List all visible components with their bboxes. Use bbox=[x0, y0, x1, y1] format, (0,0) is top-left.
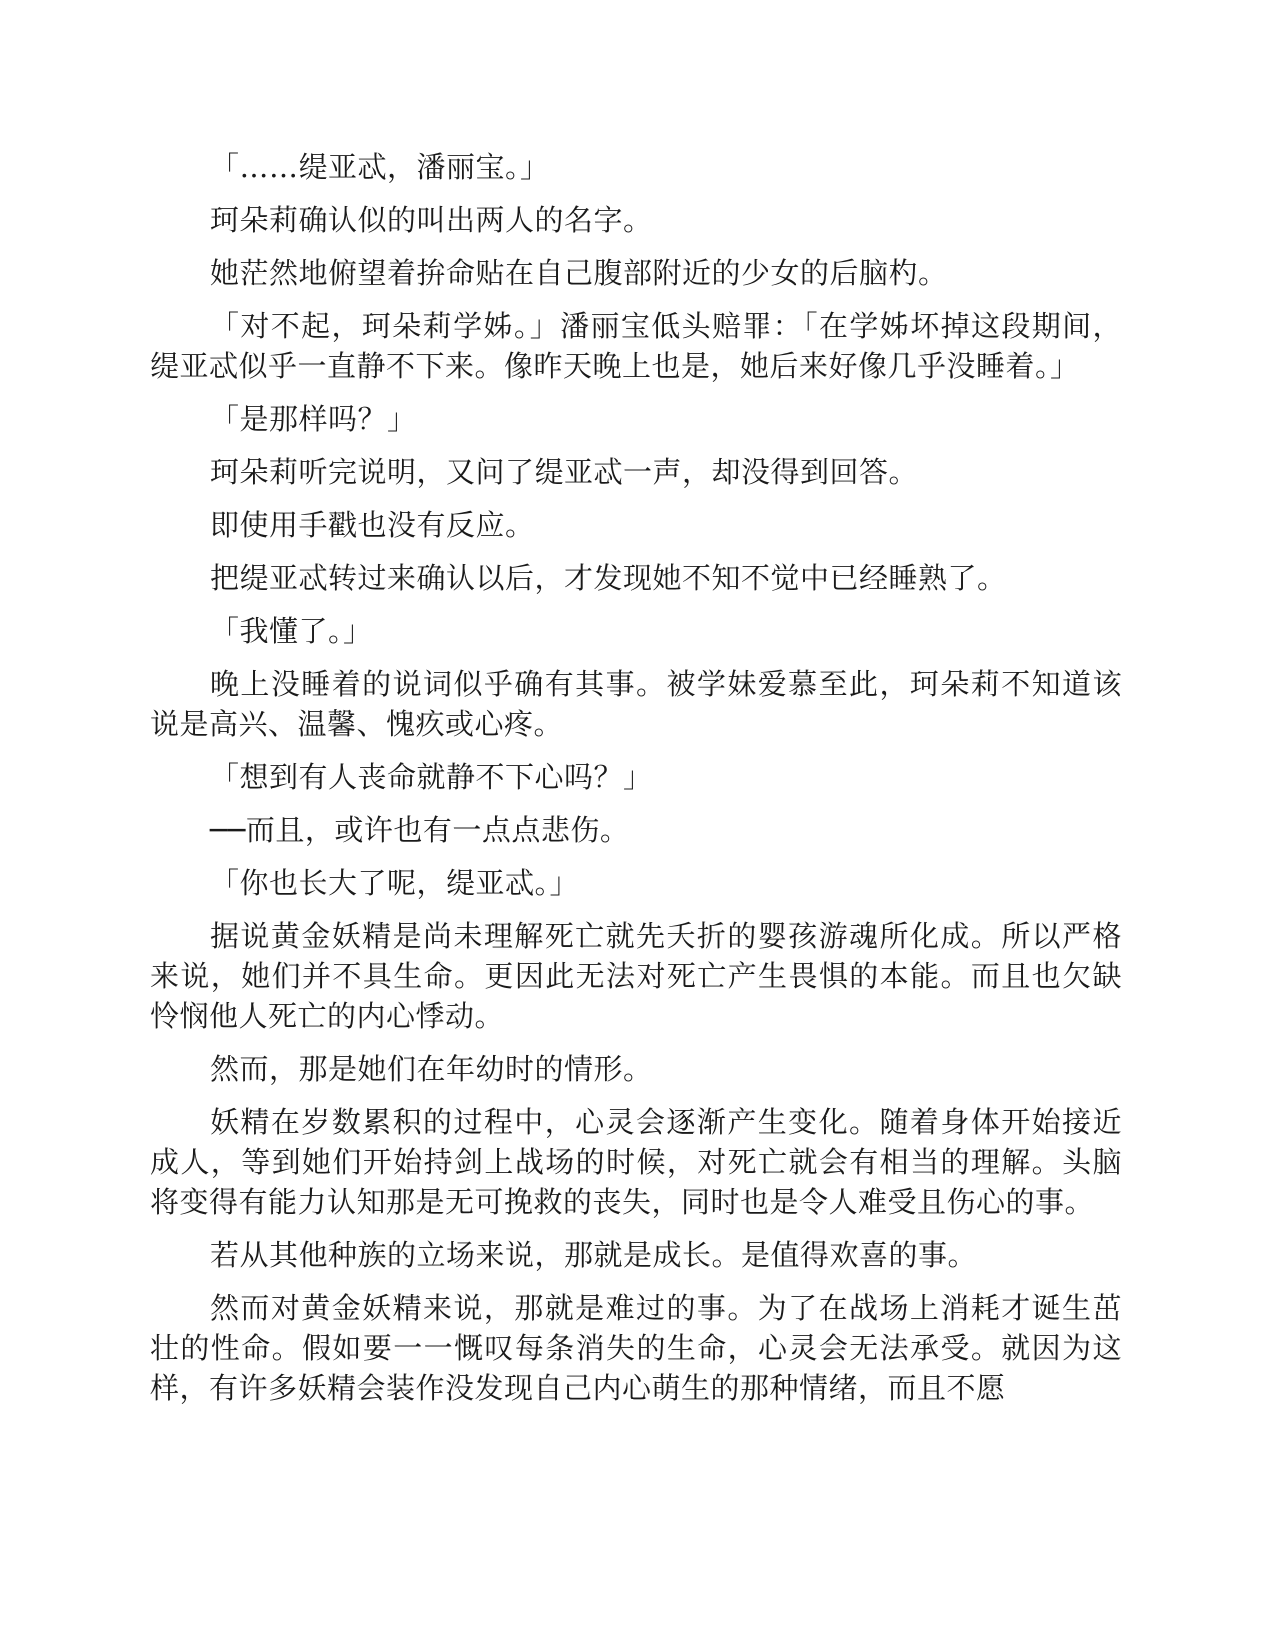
paragraph: 把缇亚忒转过来确认以后，才发现她不知不觉中已经睡熟了。 bbox=[210, 561, 1007, 595]
paragraph: 妖精在岁数累积的过程中，心灵会逐渐产生变化。随着身体开始接近成人，等到她们开始持剑上战场的时候，对死亡就会有相当的理解。头脑将变得有能力认知那是无可挽救的丧失，同时也是令人难受且伤心的事。 bbox=[150, 1105, 1122, 1219]
paragraph: 「……缇亚忒，潘丽宝。」 bbox=[210, 150, 550, 184]
paragraph: 「对不起，珂朵莉学姊。」潘丽宝低头赔罪：「在学姊坏掉这段期间，缇亚忒似乎一直静不下来。像昨天晚上也是，她后来好像几乎没睡着。」 bbox=[150, 309, 1122, 383]
body-text bbox=[150, 147, 1122, 1421]
paragraph: 「是那样吗？」 bbox=[210, 402, 417, 436]
paragraph: 「想到有人丧命就静不下心吗？」 bbox=[210, 760, 653, 794]
paragraph: 「你也长大了呢，缇亚忒。」 bbox=[210, 866, 580, 900]
paragraph: 她茫然地俯望着拚命贴在自己腹部附近的少女的后脑杓。 bbox=[210, 256, 948, 290]
paragraph: ──而且，或许也有一点点悲伤。 bbox=[210, 813, 630, 847]
paragraph: 「我懂了。」 bbox=[210, 614, 373, 648]
paragraph: 然而，那是她们在年幼时的情形。 bbox=[210, 1052, 653, 1086]
paragraph: 珂朵莉听完说明，又问了缇亚忒一声，却没得到回答。 bbox=[210, 455, 919, 489]
paragraph: 晚上没睡着的说词似乎确有其事。被学妹爱慕至此，珂朵莉不知道该说是高兴、温馨、愧疚或心疼。 bbox=[150, 667, 1122, 741]
paragraph: 然而对黄金妖精来说，那就是难过的事。为了在战场上消耗才诞生茁壮的性命。假如要一一慨叹每条消失的生命，心灵会无法承受。就因为这样，有许多妖精会装作没发现自己内心萌生的那种情绪，而且不愿 bbox=[150, 1291, 1122, 1405]
paragraph: 即使用手戳也没有反应。 bbox=[210, 508, 535, 542]
paragraph: 据说黄金妖精是尚未理解死亡就先夭折的婴孩游魂所化成。所以严格来说，她们并不具生命。更因此无法对死亡产生畏惧的本能。而且也欠缺怜悯他人死亡的内心悸动。 bbox=[150, 919, 1122, 1033]
paragraph: 若从其他种族的立场来说，那就是成长。是值得欢喜的事。 bbox=[210, 1238, 978, 1272]
paragraph: 珂朵莉确认似的叫出两人的名字。 bbox=[210, 203, 653, 237]
